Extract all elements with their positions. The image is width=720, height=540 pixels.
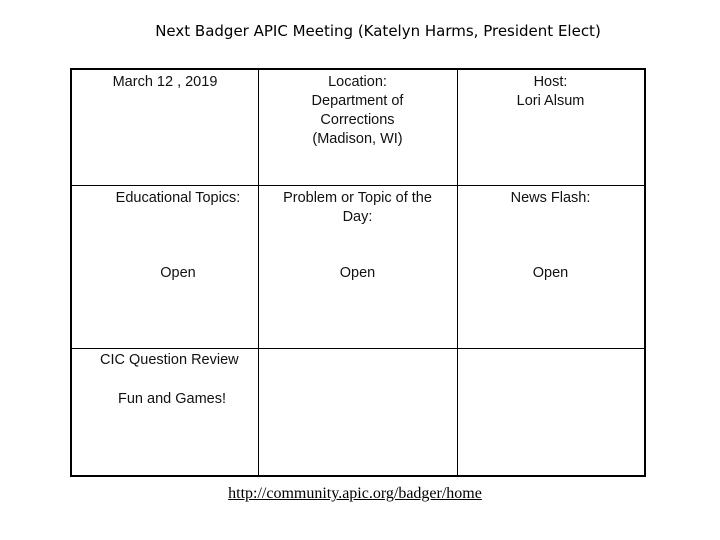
fun-and-games: Fun and Games!	[118, 391, 226, 407]
location-line: (Madison, WI)	[312, 131, 403, 147]
educational-topics-value: Open	[160, 265, 196, 281]
meeting-date: March 12 , 2019	[112, 74, 218, 90]
location-line: Department of	[311, 93, 404, 109]
row-divider	[72, 185, 644, 186]
location-line: Corrections	[320, 112, 395, 128]
badger-home-link[interactable]: http://community.apic.org/badger/home	[228, 485, 482, 502]
host-cell	[457, 73, 644, 111]
location-label: Location:	[328, 74, 387, 90]
topic-of-day-heading-line: Problem or Topic of the	[283, 190, 432, 206]
educational-topics-heading: Educational Topics:	[115, 190, 241, 206]
topic-of-day-heading-line: Day:	[342, 209, 373, 225]
page-title: Next Badger APIC Meeting (Katelyn Harms, President Elect)	[155, 22, 601, 40]
cic-question-review: CIC Question Review	[100, 352, 239, 368]
host-label: Host:	[533, 74, 568, 90]
topic-of-day-value: Open	[339, 265, 376, 281]
meeting-date-cell	[72, 73, 258, 92]
host-name: Lori Alsum	[516, 93, 585, 109]
meeting-table	[70, 68, 646, 477]
topic-of-day-heading	[258, 189, 457, 227]
news-flash-value: Open	[532, 265, 569, 281]
location-cell	[258, 73, 457, 149]
news-flash-heading: News Flash:	[510, 190, 591, 206]
row-divider	[72, 348, 644, 349]
